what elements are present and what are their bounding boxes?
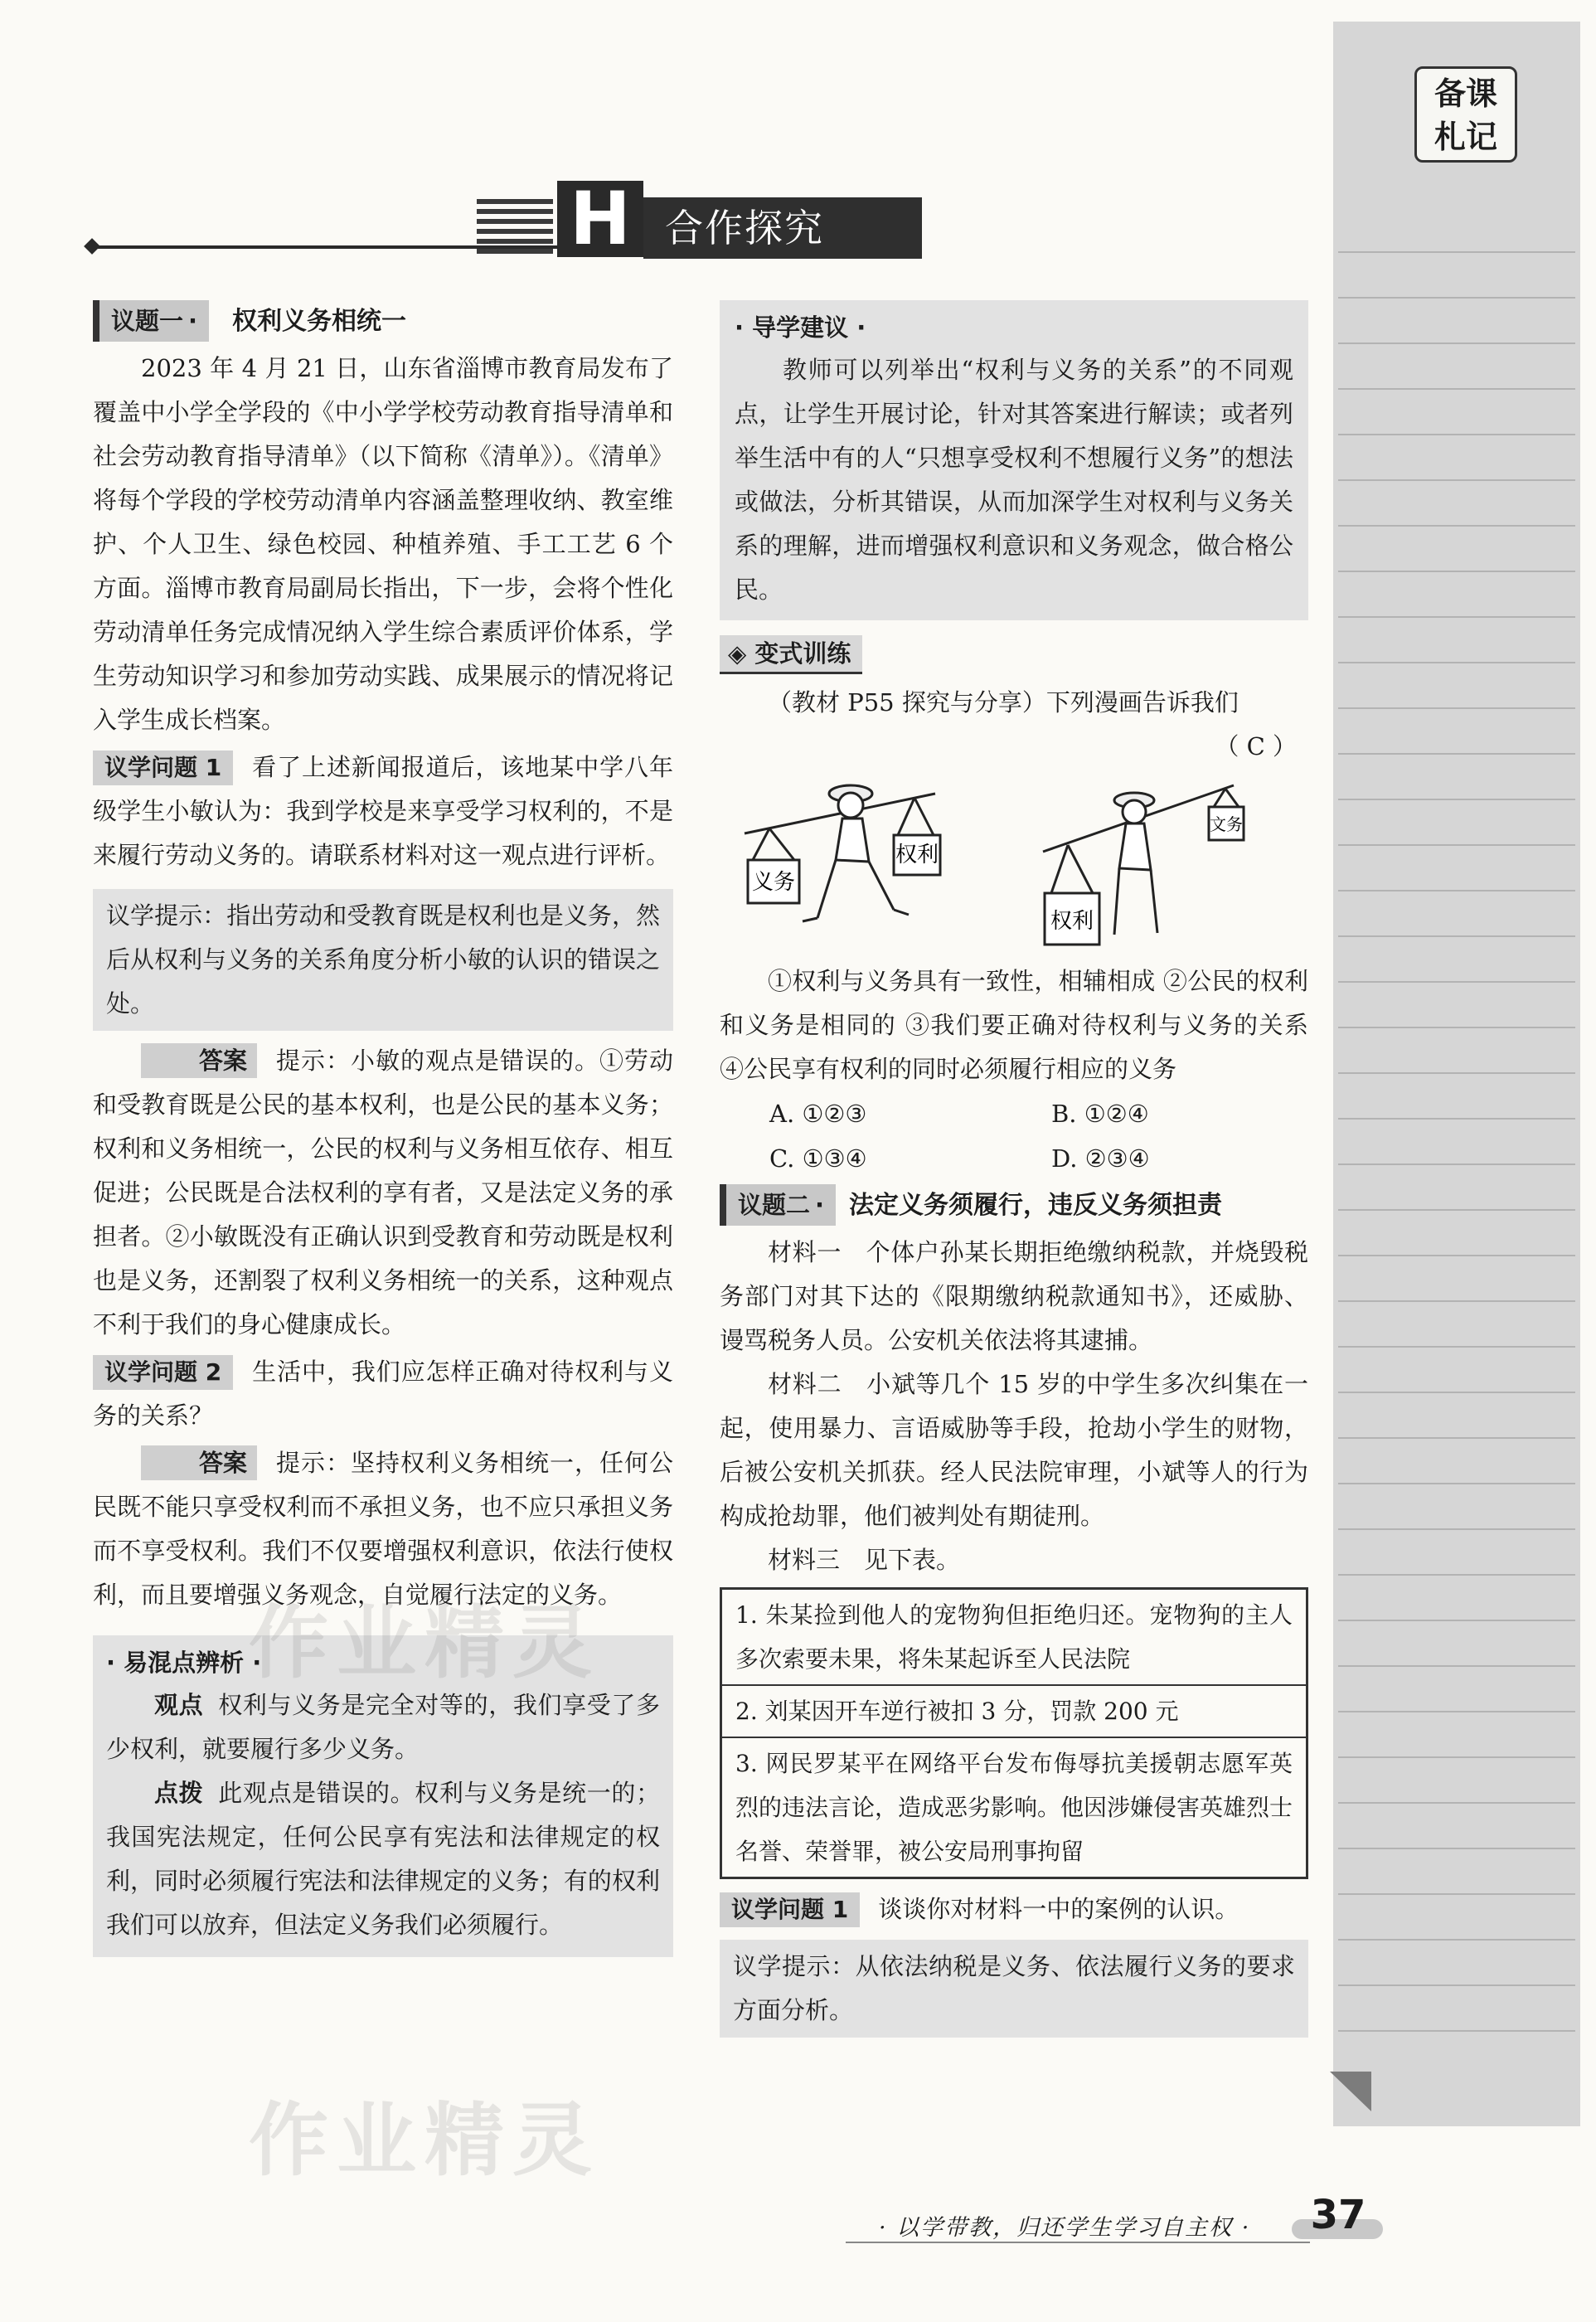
cartoon-left-right-label: 权利 xyxy=(895,843,939,867)
material-3: 材料三 见下表。 xyxy=(768,1546,961,1574)
lesson-notes-badge xyxy=(1414,66,1517,163)
guidance xyxy=(106,1771,660,1947)
cartoon-svg xyxy=(720,769,1308,959)
viewpoint xyxy=(106,1683,660,1771)
question-2 xyxy=(93,1350,673,1438)
variant-options xyxy=(769,1091,1308,1181)
variant-stem: （教材 P55 探究与分享）下列漫画告诉我们 xyxy=(768,688,1239,717)
variant-answer: （ C ） xyxy=(1215,732,1297,760)
answer-1 xyxy=(93,1039,673,1347)
variant-label: 变式训练 xyxy=(754,639,851,668)
question-3-label: 议学问题 1 xyxy=(720,1892,860,1927)
diamond-icon: ◈ xyxy=(728,639,755,668)
cartoon-left-duty-label: 义务 xyxy=(751,870,796,895)
table-row: 2. 刘某因开车逆行被扣 3 分，罚款 200 元 xyxy=(722,1686,1306,1738)
option-b[interactable]: B. ①②④ xyxy=(1051,1100,1149,1128)
answer-2-label: 答案 xyxy=(141,1445,257,1480)
section-letter: H xyxy=(557,181,643,257)
answer-2-text: 提示：坚持权利义务相统一，任何公民既不能只享受权利而不承担义务，也不应只承担义务而不享受权利。我们不仅要增强权利意识，依法行使权利，而且要增强义务观念，自觉履行法定的义务。 xyxy=(93,1449,673,1609)
viewpoint-label: 观点 xyxy=(154,1691,204,1719)
hint-box-1 xyxy=(93,889,673,1031)
notes-ruled-lines xyxy=(1338,207,1575,2073)
teaching-guide-text: 教师可以列举出“权利与义务的关系”的不同观点，让学生开展讨论，针对其答案进行解读；或者列举生活中有的人“只想享受权利不想履行义务”的想法或做法，分析其错误，从而加深学生对权利与义务关系的理解，进而增强权利意识和义务观念，做合格公民。 xyxy=(735,356,1293,604)
banner-stripes xyxy=(477,199,553,254)
right-column xyxy=(720,300,1308,2038)
badge-line-2: 札记 xyxy=(1433,118,1497,155)
topic-2-header xyxy=(720,1184,1308,1226)
footer-rule xyxy=(846,2242,1310,2243)
answer-1-label: 答案 xyxy=(141,1043,257,1078)
cartoon-illustration xyxy=(720,769,1308,959)
cartoon-right-duty-label: 文务 xyxy=(1210,814,1243,834)
option-d[interactable]: D. ②③④ xyxy=(1051,1144,1150,1173)
material-1: 材料一 个体户孙某长期拒绝缴纳税款，并烧毁税务部门对其下达的《限期缴纳税款通知书》，还威胁、谩骂税务人员。公安机关依法将其逮捕。 xyxy=(720,1238,1308,1354)
teaching-guide-title: · 导学建议 · xyxy=(735,313,866,342)
table-row: 1. 朱某捡到他人的宠物狗但拒绝归还。宠物狗的主人多次索要未果，将朱某起诉至人民法院 xyxy=(722,1590,1306,1686)
viewpoint-text: 权利与义务是完全对等的，我们享受了多少权利，就要履行多少义务。 xyxy=(106,1691,660,1763)
question-3-text: 谈谈你对材料一中的案例的认识。 xyxy=(878,1895,1239,1923)
page-number: 37 xyxy=(1310,2192,1366,2238)
hint-box-3 xyxy=(720,1940,1308,2038)
guidance-text: 此观点是错误的。权利与义务是统一的；我国宪法规定，任何公民享有宪法和法律规定的权利，同时必须履行宪法和法律规定的义务；有的权利我们可以放弃，但法定义务我们必须履行。 xyxy=(106,1779,660,1939)
banner-diamond xyxy=(84,238,100,255)
topic-1-intro: 2023 年 4 月 21 日，山东省淄博市教育局发布了覆盖中小学全学段的《中小学学校劳动教育指导清单和社会劳动教育指导清单》（以下简称《清单》）。《清单》将每个学段的学校劳动清单内容涵盖整理收纳、教室维护、个人卫生、绿色校园、种植养殖、手工工艺 6 个方面。淄博市教育局副局长指出，下一步，会将个性化劳动清单任务完成情况纳入学生综合素质评价体系，学生劳动知识学习和参加劳动实践、成果展示的情况将记入学生成长档案。 xyxy=(93,354,673,734)
question-2-text: 生活中，我们应怎样正确对待权利与义务的关系？ xyxy=(93,1358,673,1430)
confusion-title: · 易混点辨析 · xyxy=(106,1649,262,1677)
question-1 xyxy=(93,746,673,877)
variant-statements: ①权利与义务具有一致性，相辅相成 ②公民的权利和义务是相同的 ③我们要正确对待权利与义务的关系 ④公民享有权利的同时必须履行相应的义务 xyxy=(720,967,1308,1083)
hint-3-text: 议学提示：从依法纳税是义务、依法履行义务的要求方面分析。 xyxy=(733,1952,1295,2024)
option-c[interactable]: C. ①③④ xyxy=(769,1144,867,1173)
option-a[interactable]: A. ①②③ xyxy=(769,1100,867,1128)
variant-tag xyxy=(720,635,862,674)
table-row: 3. 网民罗某平在网络平台发布侮辱抗美援朝志愿军英烈的违法言论，造成恶劣影响。他因涉嫌侵害英雄烈士名誉、荣誉罪，被公安局刑事拘留 xyxy=(735,1750,1293,1865)
badge-line-1: 备课 xyxy=(1433,75,1497,112)
question-1-label: 议学问题 1 xyxy=(93,751,233,785)
material-3-table xyxy=(720,1587,1308,1879)
topic-1-tag: 议题一 · xyxy=(93,300,209,342)
topic-2-tag: 议题二 · xyxy=(720,1184,836,1226)
question-3 xyxy=(720,1887,1308,1931)
variant-header xyxy=(720,632,1308,676)
watermark: 作业精灵 xyxy=(249,2094,600,2187)
topic-1-title: 权利义务相统一 xyxy=(232,306,407,336)
guidance-label: 点拨 xyxy=(154,1779,204,1807)
footer-slogan: · 以学带教，归还学生学习自主权 · xyxy=(879,2215,1251,2241)
question-1-text: 看了上述新闻报道后，该地某中学八年级学生小敏认为：我到学校是来享受学习权利的，不是来履行劳动义务的。请联系材料对这一观点进行评析。 xyxy=(93,753,673,869)
watermark: 作业精灵 xyxy=(249,1596,600,1689)
left-column xyxy=(93,300,673,1957)
question-2-label: 议学问题 2 xyxy=(93,1355,233,1390)
teaching-guide-box xyxy=(720,300,1308,620)
answer-1-text: 提示：小敏的观点是错误的。①劳动和受教育既是公民的基本权利，也是公民的基本义务；权利和义务相统一，公民的权利与义务相互依存、相互促进；公民既是合法权利的享有者，又是法定义务的承担者。②小敏既没有正确认识到受教育和劳动既是权利也是义务，还割裂了权利义务相统一的关系，这种观点不利于我们的身心健康成长。 xyxy=(93,1047,673,1338)
page-fold-corner xyxy=(1330,2072,1371,2111)
material-2: 材料二 小斌等几个 15 岁的中学生多次纠集在一起，使用暴力、言语威胁等手段，抢劫小学生的财物，后被公安机关抓获。经人民法院审理，小斌等人的行为构成抢劫罪，他们被判处有期徒刑。 xyxy=(720,1370,1308,1530)
hint-1-text: 议学提示：指出劳动和受教育既是权利也是义务，然后从权利与义务的关系角度分析小敏的认识的错误之处。 xyxy=(106,901,660,1018)
topic-2-title: 法定义务须履行，违反义务须担责 xyxy=(849,1190,1223,1220)
topic-1-header xyxy=(93,300,673,342)
section-title: 合作探究 xyxy=(643,197,922,259)
cartoon-right-right-label: 权利 xyxy=(1050,909,1094,934)
